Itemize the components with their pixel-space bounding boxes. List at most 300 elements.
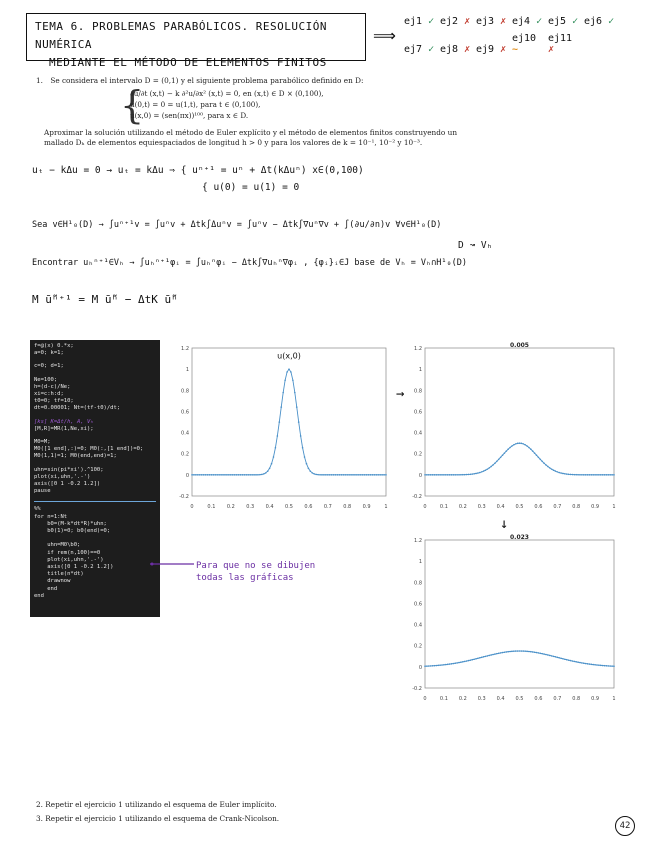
data-point — [543, 653, 545, 655]
data-point — [290, 371, 292, 373]
cross-icon: ✗ — [458, 44, 471, 55]
y-tick-label: 0.6 — [181, 409, 189, 416]
plot-initial — [172, 340, 392, 516]
data-point — [308, 467, 310, 469]
data-point — [464, 474, 466, 476]
data-point — [570, 474, 572, 476]
code-line: uhn=M0\b0; — [34, 542, 81, 549]
data-point — [244, 474, 246, 476]
data-point — [606, 665, 608, 667]
data-point — [364, 474, 366, 476]
data-point — [257, 474, 259, 476]
data-point — [509, 447, 511, 449]
plot-title: 0.023 — [510, 534, 529, 541]
data-point — [193, 474, 195, 476]
data-point — [490, 654, 492, 656]
data-point — [443, 474, 445, 476]
data-point — [570, 660, 572, 662]
data-point — [551, 655, 553, 657]
data-point — [280, 406, 282, 408]
x-tick-label: 0.6 — [304, 504, 313, 510]
data-point — [319, 474, 321, 476]
code-line: end — [34, 592, 44, 599]
y-tick-label: 0.2 — [414, 451, 422, 458]
data-point — [466, 660, 468, 662]
data-point — [589, 663, 591, 665]
data-point — [524, 650, 526, 652]
data-point — [247, 474, 249, 476]
data-point — [439, 664, 441, 666]
data-point — [232, 474, 234, 476]
data-point — [437, 665, 439, 667]
data-point — [600, 474, 602, 476]
data-point — [428, 474, 430, 476]
data-point — [577, 474, 579, 476]
data-point — [538, 652, 540, 654]
data-point — [475, 473, 477, 475]
problem-task — [44, 128, 604, 148]
data-point — [507, 448, 509, 450]
data-point — [504, 452, 506, 454]
data-point — [449, 663, 451, 665]
check-icon: ✓ — [566, 16, 579, 27]
data-point — [249, 474, 251, 476]
data-point — [470, 659, 472, 661]
partial-icon: ~ — [512, 44, 519, 55]
annotation-line-1: Para que no se dibujen — [196, 561, 316, 571]
data-point — [574, 661, 576, 663]
pde-equation: ∂u/∂t (x,t) − k ∂²u/∂x² (x,t) = 0, en (x,t) ∈ D × (0,100), — [130, 89, 324, 98]
data-point — [267, 470, 269, 472]
code-line: b0=(M-k*dt*R)*uhn; — [34, 520, 107, 527]
data-point — [558, 657, 560, 659]
data-point — [205, 474, 207, 476]
data-point — [445, 664, 447, 666]
code-line: M0(1,1)=1; M0(end,end)=1; — [34, 453, 117, 460]
y-tick-label: 0.8 — [181, 388, 189, 395]
code-block-7 — [34, 506, 156, 600]
data-point — [521, 443, 523, 445]
data-point — [381, 474, 383, 476]
exercise-label: ej3 — [476, 16, 495, 27]
data-point — [379, 474, 381, 476]
exercise-label: ej4 — [512, 16, 531, 27]
code-line: c=0; d=1; — [34, 363, 64, 370]
code-line: M0=M; — [34, 439, 51, 446]
y-tick-label: 1 — [185, 367, 189, 374]
data-point — [348, 474, 350, 476]
data-point — [500, 652, 502, 654]
title-line-2: MEDIANTE EL MÉTODO DE ELEMENTOS FINITOS — [49, 56, 327, 69]
data-point — [315, 474, 317, 476]
data-point — [466, 474, 468, 476]
data-point — [566, 473, 568, 475]
data-point — [213, 474, 215, 476]
y-tick-label: 0.6 — [414, 601, 422, 608]
data-point — [515, 443, 517, 445]
data-point — [335, 474, 337, 476]
x-tick-label: 0.2 — [458, 504, 467, 510]
data-point — [453, 663, 455, 665]
data-point — [479, 657, 481, 659]
data-point — [513, 650, 515, 652]
data-point — [602, 474, 604, 476]
data-point — [487, 655, 489, 657]
data-point — [358, 474, 360, 476]
data-point — [608, 474, 610, 476]
data-point — [292, 379, 294, 381]
data-point — [492, 464, 494, 466]
x-tick-label: 0.9 — [591, 696, 600, 702]
x-tick-label: 0.3 — [246, 504, 255, 510]
code-line: [M,R]=MR(1,Ne,xi); — [34, 425, 94, 432]
data-point — [502, 454, 504, 456]
cross-icon: ✗ — [458, 16, 471, 27]
data-point — [251, 474, 253, 476]
data-point — [436, 665, 438, 667]
data-point — [481, 657, 483, 659]
data-point — [579, 662, 581, 664]
y-tick-label: 1 — [418, 367, 422, 374]
data-point — [589, 474, 591, 476]
data-point — [609, 665, 611, 667]
data-point — [337, 474, 339, 476]
annotation-pointer — [150, 560, 196, 570]
data-point — [437, 474, 439, 476]
data-point — [253, 474, 255, 476]
data-point — [566, 659, 568, 661]
data-point — [203, 474, 205, 476]
x-tick-label: 0.7 — [553, 696, 562, 702]
y-tick-label: -0.2 — [412, 686, 422, 692]
data-point — [439, 474, 441, 476]
data-point — [313, 473, 315, 475]
code-line: f=@(x) 0.*x; — [34, 343, 74, 349]
data-point — [536, 652, 538, 654]
data-point — [273, 456, 275, 458]
data-point — [424, 474, 426, 476]
problem-number: 1. — [36, 76, 43, 85]
data-point — [532, 450, 534, 452]
y-tick-label: -0.2 — [412, 494, 422, 500]
code-line: xi=c:h:d; — [34, 391, 64, 398]
plot-frame — [425, 348, 614, 496]
data-point — [564, 658, 566, 660]
data-point — [271, 463, 273, 465]
data-point — [608, 665, 610, 667]
problem-intro-text: Se considera el intervalo D = (0,1) y el siguiente problema parabólico definido en D: — [50, 76, 364, 85]
data-point — [494, 462, 496, 464]
arrow-down: ↓ — [500, 516, 509, 532]
exercise-item — [512, 33, 548, 55]
code-line — [34, 535, 156, 542]
x-tick-label: 0.6 — [534, 696, 543, 702]
x-tick-label: 0.9 — [591, 504, 600, 510]
data-point — [490, 466, 492, 468]
data-point — [579, 474, 581, 476]
data-point — [611, 474, 613, 476]
data-point — [230, 474, 232, 476]
exercise-item — [548, 33, 584, 55]
data-point — [310, 470, 312, 472]
x-tick-label: 0.1 — [439, 504, 448, 510]
x-tick-label: 0.3 — [477, 696, 486, 702]
data-point — [606, 474, 608, 476]
data-point — [282, 392, 284, 394]
data-point — [560, 472, 562, 474]
data-point — [428, 665, 430, 667]
data-point — [532, 651, 534, 653]
data-point — [468, 660, 470, 662]
data-point — [454, 474, 456, 476]
data-point — [560, 658, 562, 660]
data-point — [443, 664, 445, 666]
code-line: drawnow — [34, 578, 71, 585]
data-point — [477, 658, 479, 660]
code-block-4 — [34, 426, 156, 433]
x-tick-label: 0.6 — [534, 504, 543, 510]
data-point — [528, 447, 530, 449]
data-point — [216, 474, 218, 476]
exercise-label: ej11 — [548, 33, 573, 44]
exercise-item — [548, 16, 584, 27]
exercise-item — [584, 16, 620, 27]
x-tick-label: 0.5 — [515, 504, 524, 510]
data-point — [562, 658, 564, 660]
x-tick-label: 0 — [423, 696, 427, 702]
data-point — [449, 474, 451, 476]
exercise-checklist — [404, 16, 644, 61]
data-point — [528, 651, 530, 653]
data-point — [242, 474, 244, 476]
data-point — [596, 474, 598, 476]
code-block-5 — [34, 439, 156, 461]
data-point — [524, 444, 526, 446]
hw-discretization-note: D ↝ Vₕ — [458, 240, 493, 251]
data-point — [306, 463, 308, 465]
data-point — [426, 665, 428, 667]
data-point — [269, 467, 271, 469]
data-point — [598, 474, 600, 476]
data-point — [277, 435, 279, 437]
data-point — [441, 474, 443, 476]
exercise-item — [476, 44, 512, 55]
data-point — [496, 461, 498, 463]
data-point — [456, 662, 458, 664]
data-point — [477, 472, 479, 474]
x-tick-label: 0.2 — [458, 696, 467, 702]
exercise-label: ej5 — [548, 16, 567, 27]
data-point — [458, 662, 460, 664]
data-point — [323, 474, 325, 476]
problem-2: 2. Repetir el ejercicio 1 utilizando el esquema de Euler implícito. — [36, 800, 277, 809]
data-point — [558, 472, 560, 474]
plot-title: 0.005 — [510, 342, 529, 349]
y-tick-label: 0 — [185, 472, 189, 479]
y-tick-label: -0.2 — [179, 494, 189, 500]
exercise-item — [512, 16, 548, 27]
data-point — [611, 665, 613, 667]
x-tick-label: 0.1 — [439, 696, 448, 702]
data-point — [302, 447, 304, 449]
y-tick-label: 0.4 — [181, 430, 189, 437]
data-point — [222, 474, 224, 476]
data-point — [555, 656, 557, 658]
system-brace: { — [120, 83, 145, 127]
x-tick-label: 0.3 — [477, 504, 486, 510]
hw-scheme-line: uₜ − kΔu = 0 → uₜ = kΔu ⇒ { uⁿ⁺¹ = uⁿ + Δt(kΔuⁿ) x∈(0,100) — [32, 165, 364, 176]
title-box — [26, 13, 366, 69]
cross-icon: ✗ — [548, 44, 555, 55]
data-point — [327, 474, 329, 476]
data-point — [197, 474, 199, 476]
data-point — [325, 474, 327, 476]
data-point — [568, 659, 570, 661]
x-tick-label: 0.5 — [285, 504, 293, 510]
plot-t-0005 — [405, 340, 620, 516]
data-point — [604, 665, 606, 667]
data-point — [545, 654, 547, 656]
x-tick-label: 0.8 — [572, 696, 581, 702]
data-point — [519, 650, 521, 652]
data-point — [519, 442, 521, 444]
task-line-2: mallado Dₕ de elementos equiespaciados de longitud h > 0 y para los valores de k = 10⁻¹, 10⁻² y 10⁻³. — [44, 138, 423, 147]
plot-frame — [425, 540, 614, 688]
data-point — [432, 474, 434, 476]
x-tick-label: 0.7 — [323, 504, 332, 510]
data-point — [598, 664, 600, 666]
data-point — [226, 474, 228, 476]
data-point — [604, 474, 606, 476]
data-point — [470, 473, 472, 475]
exercise-item — [440, 16, 476, 27]
x-tick-label: 0.7 — [553, 504, 562, 510]
data-point — [304, 456, 306, 458]
hw-weak-form-line: Sea v∈H¹₀(D) → ∫uⁿ⁺¹v = ∫uⁿv + Δtk∫Δuⁿv = ∫uⁿv − Δtk∫∇uⁿ∇v + ∫(∂u/∂n)v ∀v∈H¹₀(D) — [32, 220, 442, 230]
data-point — [341, 474, 343, 476]
remaining-problems — [36, 798, 279, 826]
y-tick-label: 0.2 — [181, 451, 189, 458]
data-point — [339, 474, 341, 476]
data-point — [577, 661, 579, 663]
x-tick-label: 0.8 — [572, 504, 581, 510]
data-point — [502, 652, 504, 654]
code-line: for n=1:Nt — [34, 513, 68, 520]
data-point — [553, 656, 555, 658]
data-point — [583, 662, 585, 664]
data-point — [568, 473, 570, 475]
data-point — [430, 665, 432, 667]
data-point — [534, 452, 536, 454]
y-tick-label: 0.6 — [414, 409, 422, 416]
data-point — [575, 474, 577, 476]
implies-arrow: ⟹ — [373, 26, 396, 45]
data-point — [471, 473, 473, 475]
data-point — [591, 664, 593, 666]
code-line: pause — [34, 488, 51, 495]
exercise-item — [440, 44, 476, 55]
exercise-label: ej2 — [440, 16, 459, 27]
data-point — [609, 474, 611, 476]
data-point — [526, 445, 528, 447]
data-point — [473, 473, 475, 475]
data-point — [541, 653, 543, 655]
code-line: end — [34, 585, 58, 592]
data-point — [572, 474, 574, 476]
data-point — [447, 474, 449, 476]
x-tick-label: 0.5 — [515, 696, 524, 702]
data-point — [300, 435, 302, 437]
code-handwritten-note: [ks] K=Δt/h, A, Vₕ — [34, 418, 94, 425]
code-cell-divider — [34, 501, 156, 502]
data-point — [279, 421, 281, 423]
data-point — [488, 655, 490, 657]
cross-icon: ✗ — [494, 44, 507, 55]
data-point — [259, 474, 261, 476]
data-point — [539, 459, 541, 461]
exercise-label: ej6 — [584, 16, 603, 27]
code-line: t0=0; tf=10; — [34, 398, 74, 405]
data-point — [585, 474, 587, 476]
data-point — [485, 469, 487, 471]
data-point — [385, 474, 387, 476]
data-point — [500, 457, 502, 459]
data-point — [374, 474, 376, 476]
data-point — [366, 474, 368, 476]
data-point — [356, 474, 358, 476]
data-point — [331, 474, 333, 476]
data-point — [430, 474, 432, 476]
data-point — [487, 468, 489, 470]
data-point — [464, 661, 466, 663]
data-point — [360, 474, 362, 476]
data-point — [521, 650, 523, 652]
data-point — [498, 459, 500, 461]
data-point — [534, 651, 536, 653]
data-point — [462, 474, 464, 476]
exercise-label: ej8 — [440, 44, 459, 55]
y-tick-label: 0 — [418, 664, 422, 671]
data-point — [513, 444, 515, 446]
data-point — [207, 474, 209, 476]
data-point — [483, 470, 485, 472]
data-point — [613, 474, 615, 476]
x-tick-label: 0 — [190, 504, 194, 510]
data-point — [492, 654, 494, 656]
data-point — [214, 474, 216, 476]
code-line: h=(d-c)/Ne; — [34, 383, 71, 390]
data-point — [517, 650, 519, 652]
data-point — [263, 473, 265, 475]
matlab-code-panel — [30, 340, 160, 617]
data-point — [538, 457, 540, 459]
exercise-label: ej1 — [404, 16, 423, 27]
data-point — [436, 474, 438, 476]
data-point — [354, 474, 356, 476]
data-point — [195, 474, 197, 476]
data-point — [522, 443, 524, 445]
data-point — [445, 474, 447, 476]
data-point — [557, 657, 559, 659]
data-point — [370, 474, 372, 476]
data-point — [526, 651, 528, 653]
data-point — [377, 474, 379, 476]
exercise-item — [404, 44, 440, 55]
data-point — [562, 473, 564, 475]
data-point — [551, 468, 553, 470]
data-point — [473, 658, 475, 660]
code-line: uhn=sin(pi*xi').^100; — [34, 466, 104, 473]
